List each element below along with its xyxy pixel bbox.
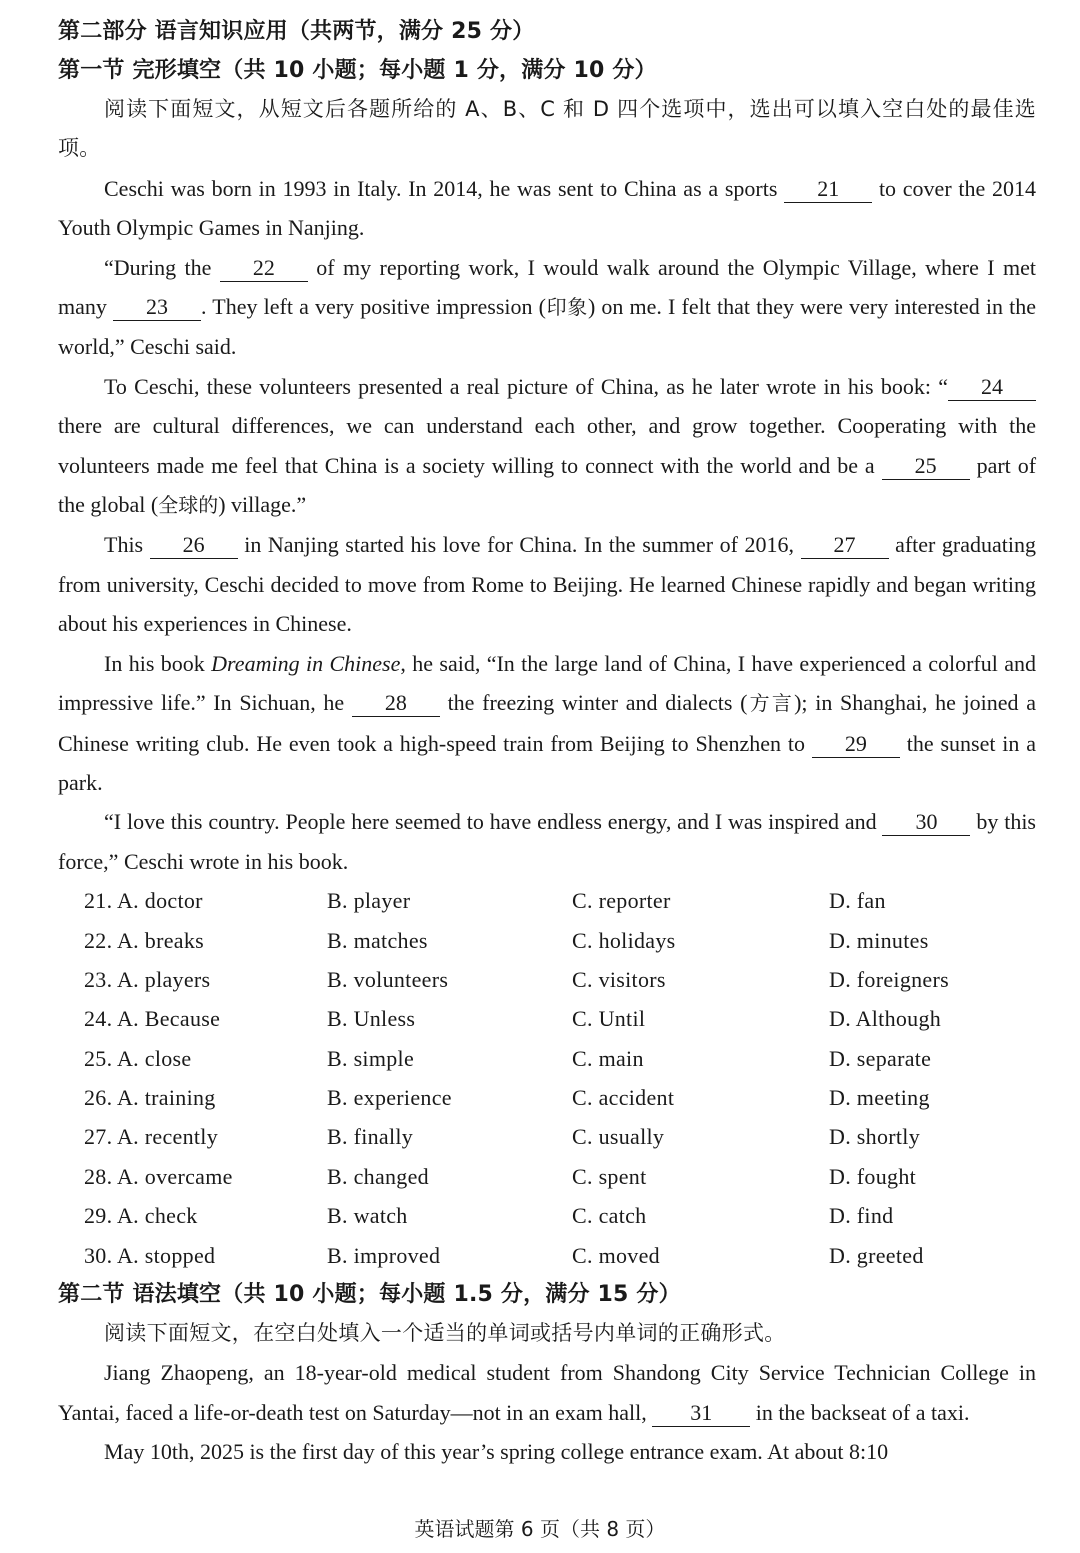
passage-paragraph: In his book Dreaming in Chinese, he said, “In the large land of China, I have experienced a colorful and impressive life.” In Sichuan, he 28 the freezing winter and dialects (方言); in Shanghai, he joined a Chinese writing club. He even took a high-speed train from Beijing to Shenzhen to 29 the sunset in a park. — [58, 650, 1037, 795]
passage-paragraph: “I love this country. People here seemed to have endless energy, and I was inspired and 30 by this force,” Ceschi wrote in his book. — [58, 809, 1036, 874]
option-row: 24. A. Because B. Unless C. Until D. Although — [84, 1006, 942, 1032]
option-row: 22. A. breaks B. matches C. holidays D. minutes — [84, 927, 929, 953]
passage-paragraph: Jiang Zhaopeng, an 18-year-old medical student from Shandong City Service Technician College in Yantai, faced a life-or-death test on Saturday—not in an exam hall, 31 in the backseat of a taxi. — [58, 1360, 1036, 1425]
options-list — [84, 881, 1036, 1275]
blank-25: 25 — [882, 453, 970, 480]
book-title: Dreaming in Chinese — [211, 650, 401, 676]
passage-paragraph: This 26 in Nanjing started his love for China. In the summer of 2016, 27 after graduating from university, Ceschi decided to move from Rome to Beijing. He learned Chinese rapidly and began writing about his experiences in Chinese. — [58, 532, 1037, 637]
blank-28: 28 — [352, 690, 440, 717]
exam-page — [58, 12, 1036, 1472]
blank-30: 30 — [882, 809, 970, 836]
part-heading: 第二部分 语言知识应用（共两节，满分 25 分） — [58, 19, 535, 44]
page-footer: 英语试题第 6 页（共 8 页） — [414, 1517, 666, 1541]
blank-24: 24 — [948, 374, 1036, 401]
option-row: 28. A. overcame B. changed C. spent D. fought — [84, 1163, 917, 1189]
option-row: 25. A. close B. simple C. main D. separate — [84, 1045, 932, 1071]
blank-26: 26 — [150, 532, 238, 559]
option-row: 30. A. stopped B. improved C. moved D. greeted — [84, 1242, 924, 1268]
blank-27: 27 — [801, 532, 889, 559]
section2-heading: 第二节 语法填空（共 10 小题；每小题 1.5 分，满分 15 分） — [58, 1282, 681, 1308]
passage-paragraph: Ceschi was born in 1993 in Italy. In 2014, he was sent to China as a sports 21 to cover the 2014 Youth Olympic Games in Nanjing. — [58, 175, 1037, 241]
blank-21: 21 — [784, 176, 872, 203]
section1-instruction: 阅读下面短文，从短文后各题所给的 A、B、C 和 D 四个选项中，选出可以填入空白处的最佳选项。 — [58, 97, 1036, 161]
option-row: 27. A. recently B. finally C. usually D. shortly — [84, 1124, 920, 1150]
blank-23: 23 — [113, 294, 201, 321]
section1-heading: 第一节 完形填空（共 10 小题；每小题 1 分，满分 10 分） — [58, 58, 657, 83]
passage-paragraph: May 10th, 2025 is the first day of this year’s spring college entrance exam. At about 8:10 — [104, 1439, 889, 1465]
blank-22: 22 — [220, 255, 308, 282]
passage-paragraph: “During the 22 of my reporting work, I would walk around the Olympic Village, where I met many 23 . They left a very positive impression (印象) on me. I felt that they were very interested in the world,” Ceschi said. — [58, 254, 1037, 360]
section2-instruction: 阅读下面短文，在空白处填入一个适当的单词或括号内单词的正确形式。 — [104, 1321, 786, 1346]
option-row: 23. A. players B. volunteers C. visitors D. foreigners — [84, 966, 949, 992]
passage-paragraph: To Ceschi, these volunteers presented a real picture of China, as he later wrote in his book: “ 24 there are cultural differences, we can understand each other, and grow together. Cooperating with the volunteers made me feel that China is a society willing to connect with the world and be a 25 part of the global (全球的) village.” — [58, 373, 1037, 518]
blank-31: 31 — [652, 1400, 750, 1427]
option-row: 21. A. doctor B. player C. reporter D. fan — [84, 888, 886, 914]
option-row: 26. A. training B. experience C. accident D. meeting — [84, 1085, 930, 1111]
option-row: 29. A. check B. watch C. catch D. find — [84, 1203, 894, 1229]
blank-29: 29 — [812, 731, 900, 758]
